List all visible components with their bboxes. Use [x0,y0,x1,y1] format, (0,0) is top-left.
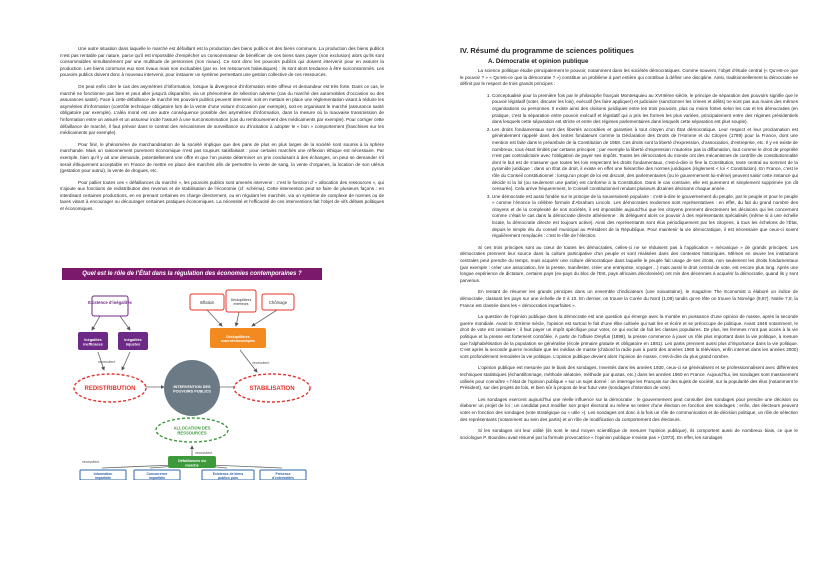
left-paragraph-2: On peut enfin citer le cas des asymétries d’information, lorsque la divergence d’information entre offreur et demandeur est très forte. Dans ce cas, le marché ne fonctionne pas bien et peut aller jusqu’à disparaître, via un phénomène de sélection adverse (cas du marché des automobiles d’occasion ou des assurances santé). Face à cette défaillance de marché les pouvoirs publics peuvent intervenir, soit en mettant en place une réglementation visant à réduire les asymétries d’information (contrôle technique obligatoire lors de la vente d’une voiture d’occasion par exemple), soit en organisant le marché (assurance santé obligatoire par exemple). L’aléa moral est une autre conséquence possible des asymétries d’information, dans la mesure où la mauvaise transmission de l’information entre un assuré et un assureur incite l’assuré à une surconsommation (cas du remboursement des médicaments par exemple). Pour corriger cette défaillance de marché, il faut prévoir dans le contrat des mécanismes de surveillance ou d’incitation à adopter le « bon » comportement (franchises sur les médicaments par exemple). [60,83,384,136]
right-paragraph-4: L’opinion publique est mesurée par le biais des sondages. Inventés dans les années 1930, ceux-ci se généralisent et se professionnalisent avec différentes techniques statistiques (échantillonnage, méthode aléatoire, méthode par quotas, etc.) dans les années 1960 en France. Aujourd’hui, les sondages sont massivement utilisés pour connaître « l’état de l’opinion publique » sur un sujet donné : on interroge les Français sur des sujets de société, sur la popularité des élus (notamment le Président), sur des projets de lois, et bien sûr à propos de leur futur vote (sondages d’intention de vote). [460,365,798,391]
inegalites-label: Existence d’inégalités [88,300,132,305]
inflation-label: Inflation [199,300,215,305]
list-item: 2. Les droits fondamentaux sont des libertés accordées et garanties à tout citoyen d’un État démocratique. Leur respect et leur proclamation est généralement rappelé dans des textes fondateurs comme la Déclaration des Droits de l’Homme et du Citoyen (1789) pour la France, dont une mention est faite dans le préambule de la Constitution de 1958. Ces droits sont la liberté d’expression, d’association, d’entreprise, etc. Il y en existe de nombreux, tous étant limités par certains principes ; par exemple la liberté d’expression n’autorise pas la diffamation, tout comme le droit de propriété n’est pas contradictoire avec l’obligation de payer ses impôts. Toutes les démocraties du monde ont des mécanismes de contrôle de constitutionnalité dont le but est de s’assurer que toutes les lois respectent les droits fondamentaux, c’est-à-dire in fine la Constitution, texte central au sommet de la pyramide juridique : dans un État de droit, il existe en effet une hiérarchie des normes juridiques (règlement < loi < Constitution). En France, c’est le rôle du Conseil constitutionnel : lorsqu’un projet de loi est discuté, des parlementaires (ou le gouvernement lui-même) peuvent saisir cette instance qui décide si la loi (ou seulement une partie) est conforme à la Constitution. Dans le cas contraire, elle est purement et simplement supprimée (on dit censurée). Cela arrive fréquemment, le Conseil constitutionnel rendant plusieurs dizaines décisions chaque année. [492,127,798,193]
desequilibres-ext-label: Déséquilibres extérieurs [230,298,252,307]
right-paragraph-1: Si ces trois principes sont au cœur de toutes les démocraties, celles-ci ne se réduisent pas à l’application « mécanique » de grands principes. Les démocraties prennent leur source dans la culture participative d’un peuple et sont réalisées dans des contextes historiques. Mêmes en œuvre les institutions centrales peut prendre du temps, mais acquérir une culture démocratique dans laquelle le peuple fait usage de ses droits, non seulement les droits fondamentaux (par exemple : créer une association, lire la presse, manifester, créer une entreprise, voyager…) mais aussi le droit central de vote, est encore plus long. Après une longue expérience de dictature, certains pays (ex-pays du bloc de l’Est, pays africains décolonisés) ont mis des décennies à acquérir la démocratie, quand ils y sont parvenus. [460,244,798,283]
necessitent-label-4: nécessitent [82,460,100,464]
allocation-label: ALLOCATION DES RESSOURCES [173,425,211,436]
diagram-canvas [62,280,322,480]
inegalites-box [92,296,128,316]
ineg-injustes-label: Inégalités injustes [124,337,142,347]
necessitent-label-3: nécessitent [195,451,213,455]
stabilisation-label: STABILISATION [249,386,295,392]
state-role-diagram [62,268,322,480]
left-paragraph-1: Une autre situation dans laquelle le marché est défaillant est la production des biens publics et des biens communs. La production des biens publics n’est pas rentable par nature, parce qu’il est impossible d’empêcher un consommateur de bénéficier de ces biens sans payer (non exclusion) alors qu’ils sont consommables simultanément par une multitude de personnes (non rivaux). Ce sont donc les pouvoirs publics qui doivent intervenir pour en assurer la production. Les biens communs eux sont rivaux mais non excluables (par ex. les ressources halieutiques) : ils sont alors tendance à être surconsommés. Les pouvoirs publics doivent donc à nouveau intervenir, pour instaurer un système permettant une gestion collective de ces ressources. [60,46,384,78]
principles-list [460,93,798,240]
list-item: 1. Conceptualisé pour la première fois par le philosophe français Montesquieu au XVIIIème siècle, le principe de séparation des pouvoirs signifie que le pouvoir législatif (voter, discuter les lois), exécutif (les faire appliquer) et judiciaire (sanctionner les crimes et délits) ne sont pas aux mains des mêmes organisations ou personnes. Il existe ainsi des cloisons juridiques entre les trois pouvoirs, plus ou moins fortes selon les cas et les démocraties (en pratique, c’est la séparation entre pouvoir exécutif et législatif qui a pris les formes les plus variées, principalement entre des régimes présidentiels dans lesquels cette séparation est stricte et entre des régimes parlementaires dans lesquels cette séparation est plus souple). [492,93,798,126]
left-paragraph-3: Pour finir, le phénomène de marchandisation de la société implique que des pans de plus en plus larges de la société sont soumis à la sphère marchande. Mais un raisonnement purement économique n’est pas toujours satisfaisant : pour certains marchés une réflexion éthique est nécessaire. Par exemple, bien qu’il y ait une demande, potentiellement une offre et que l’on puisse déterminer un prix conduisant à des échanges, on peut se demander s’il serait éthiquement acceptable en France de mettre en place des marchés afin de permettre la vente de sang, la vente d’organes, la location de son utérus (gestation pour autrui), la vente de drogues, etc. [60,141,384,174]
defaillances-label: Défaillances du marché [178,458,206,468]
right-page [414,0,828,586]
section-title: IV. Résumé du programme de sciences politiques [460,46,634,55]
right-paragraph-6: Si les sondages ont leur utilité (ils sont le seul moyen scientifique de mesurer l’opinion publique), ils comportent aussi de nombreux biais, ce que le sociologue P. Bourdieu avait résumé par la formule provocatrice « l’opinion publique n’existe pas » (1973). En effet, les sondages [460,428,798,440]
biens-publics-label: Existence de biens publics purs [212,472,244,480]
redistribution-label: REDISTRIBUTION [84,386,136,392]
subsection-title: A. Démocratie et opinion publique [488,58,589,65]
list-item: 3. Une démocratie est aussi fondée sur le principe de la souveraineté populaire : c’est-à-dire le gouvernement du peuple, par le peuple et pour le peuple » comme l’énonce la célèbre formule d’Abraham Lincoln. Les démocraties modernes sont représentatives : en effet, du fait du grand nombre des citoyens et de la complexité de nos sociétés, il est impossible aujourd’hui que les citoyens prennent directement les décisions qui les concernent comme c’était le cas dans la démocratie directe athénienne : ils délèguent alors ce pouvoir à des représentants spécialisés (même si à une échelle locale, la démocratie directe est toujours active). Ainsi des représentants sont élus périodiquement par les citoyens, à tous les échelons de l’État, depuis le simple élu du conseil municipal au Président de la République. Pour maintenir la vie démocratique, il est nécessaire que ceux-ci soient régulièrement remplacés : c’est le rôle de l’élection. [492,194,798,240]
intervention-label: INTERVENTION DES POUVOIRS PUBLICS [173,384,211,394]
necessitent-label-2: nécessitent [252,361,270,365]
chomage-label: Chômage [268,300,288,305]
right-paragraph-5: Les sondages exercent aujourd’hui une réelle influence sur la démocratie : le gouvernement peut consulter des sondages pour prendre une décision ou élaborer un projet de loi ; un candidat peut modifier son projet électoral ou même se retirer d’une élection en fonction des sondages ; enfin, des électeurs peuvent voter en fonction des sondages (vote stratégique ou « utile »). Les sondages ont donc à la fois un rôle de communication et de décision politique, un rôle de sélection des représentants (notamment au sein des partis) et un rôle de modification du comportement des électeurs. [460,396,798,422]
necessitent-label-1: nécessitent [98,360,116,364]
left-paragraph-4: Pour pallier toutes ces « défaillances du marché », les pouvoirs publics sont amenés intervenir : c’est le fonction d’ « allocation des ressources », qui s’ajoute aux fonctions de redistribution des revenus et de stabilisation de l’économie (cf. schéma). Cette intervention peut se faire de plusieurs façons : en interdisant certaines productions, en en prenant certaines en charge directement, ou en régulant les marchés, via un système de complexe de normes ou de taxes visant à encourager ou décourager certaines pratiques économiques. La nécessité et l’efficacité de ces interventions fait l’objet de vifs débats politiques et économiques. [60,179,384,212]
right-paragraph-2: En tentant de résumer les grands principes dans un ensemble d’indicateurs (une soixantaine), le magazine The Economist a élaboré un indice de démocratie, classant les pays sur une échelle de 0 à 10. En dernier, on trouve la Corée du Nord (1,08) tandis qu’en tête on trouve la Norvège (9,87). Notée 7,8, la France est classée dans les « démocraties imparfaites ». [460,289,798,308]
externalites-label: Présence d’externalités [272,472,294,480]
ineg-inefficaces-label: Inégalités inefficaces [83,337,103,347]
intro-paragraph: La science politique étudie principalement le pouvoir, notamment dans les sociétés démocratiques. Comme souvent, l’objet d’étude central (« Qu’est-ce que le pouvoir ? » « Qu’est-ce que la démocratie ? ») constitue un problème à part entière qui contribue à définir une discipline. Ainsi, traditionnellement la démocratie se définit par le respect de trois grands principes : [460,68,798,87]
right-paragraph-3: La question de l’opinion publique dans la démocratie est une question qui émerge avec la montée en puissance d’une opinion de masse, après la seconde guerre mondiale. Avant le XIXème siècle, l’opinion est surtout le fait d’une élite cultivée qui sait lire et écrire et se préoccupe de politique. Avant 1848 notamment, le droit de vote est censitaire : il faut payer un impôt spécifique pour voter, ce qui exclut de fait les classes populaires. De plus, les femmes n’ont pas accès à la vie politique et la presse est fortement contrôlée. À partir de l’affaire Dreyfus (1898), la presse commence à jouer un rôle plus important dans la vie politique, à mesure que l’alphabétisation de la population se généralise (école primaire gratuite et obligatoire en 1881). Les partis prennent aussi plus d’importance dans la vie politique. C’est après la seconde guerre mondiale que les médias de masse (d’abord la radio puis à partir des années 1960 la télévision, enfin internet dans les années 2000) vont profondément remodeler la vie politique. L’opinion publique devient alors l’opinion de masse, c’est-à-dire du plus grand nombre. [460,314,798,359]
concurrence-label: Concurrence imparfaite [146,472,168,480]
deseq-macro-label: Déséquilibres macroéconomiques [221,335,255,344]
diagram-title: Quel est le rôle de l’État dans la régulation des économies contemporaines ? [62,268,322,280]
info-imparfaite-label: Information imparfaite [93,472,113,480]
